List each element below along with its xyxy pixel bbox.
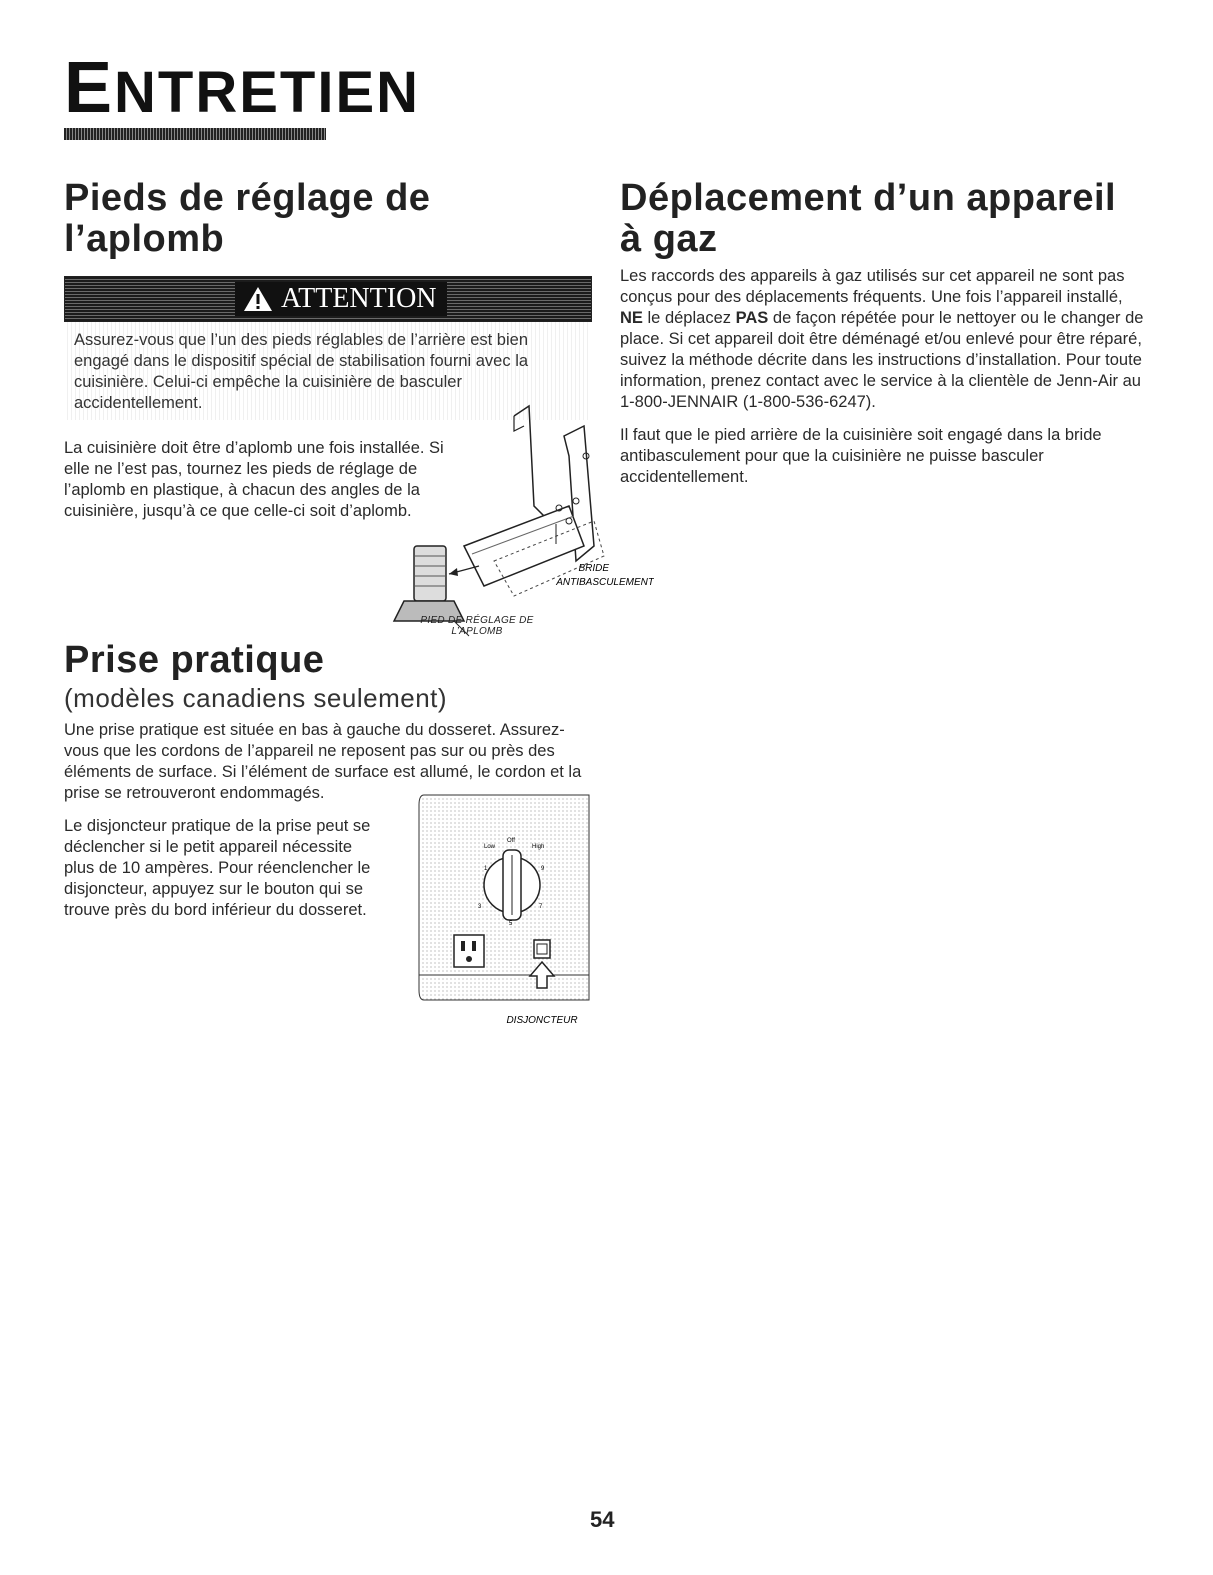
leveling-heading: Pieds de réglage de l’aplomb (64, 177, 431, 261)
attention-label (235, 282, 447, 316)
gas-body1-part-b: le déplacez (647, 309, 731, 328)
gas-body1-part-a: Les raccords des appareils à gaz utilisés sur cet appareil ne sont pas conçus pour des déplacements fréquents. Une fois l’appareil installé, (620, 267, 1125, 307)
foot-caption-line1: PIED DE RÉGLAGE DE (420, 615, 534, 626)
knob-1-label: 1 (484, 866, 488, 872)
anti-tip-bracket-illustration (354, 396, 654, 646)
warning-triangle-icon (243, 286, 273, 312)
leveling-section (64, 177, 654, 637)
leveling-body: La cuisinière doit être d’aplomb une fois installée. Si elle ne l’est pas, tournez les pieds de réglage de l’aplomb en plastique, à chacun des angles de la cuisinière, jusqu’à ce que celle-ci soit d’aplomb. (64, 439, 444, 521)
title-underline (64, 128, 326, 140)
foot-caption (402, 615, 552, 637)
page-title (64, 48, 421, 128)
knob-9-label: 9 (541, 866, 545, 872)
bracket-caption-line1: BRIDE (578, 563, 609, 574)
knob-off-label: Off (507, 838, 515, 844)
page-number: 54 (590, 1507, 615, 1532)
foot-caption-line2: L’APLOMB (451, 626, 503, 637)
knob-3-label: 3 (478, 904, 482, 910)
gas-body1-ne: NE (620, 309, 643, 328)
gas-body1-part-c: de façon répétée pour le nettoyer ou le changer de place. Si cet appareil doit être déménagé et/ou enlevé pour être réparé, suivez la méthode décrite dans les instructions d’installation. Pour toute information, prenez contact avec le service à la clientèle de Jenn-Air au 1-800-JENNAIR (1-800-536-6247). (620, 309, 1144, 412)
gas-moving-body-1 (620, 266, 1150, 413)
attention-text-label: ATTENTION (281, 283, 437, 315)
page-title-rest: NTRETIEN (114, 60, 421, 125)
gas-moving-heading: Déplacement d’un appareil à gaz (620, 177, 1117, 261)
outlet-body-1: Une prise pratique est située en bas à gauche du dosseret. Assurez-vous que les cordons de l’appareil ne reposent pas sur ou près des éléments de surface. Si l’élément de surface est allumé, le cordon et la prise se retrouveront endommagés. (64, 721, 582, 803)
page-title-initial: E (64, 48, 115, 128)
attention-message: Assurez-vous que l’un des pieds réglables de l’arrière est bien engagé dans le dispositif spécial de stabilisation fourni avec la cuisinière. Celui-ci empêche la cuisinière de basculer accidentellement. (64, 322, 590, 420)
gas-moving-section (620, 178, 1150, 500)
bracket-caption-line2: ANTIBASCULEMENT (556, 577, 654, 588)
outlet-subheading: (modèles canadiens seulement) (64, 683, 448, 714)
breaker-caption: DISJONCTEUR (506, 1015, 578, 1026)
backguard-outlet-illustration (414, 790, 594, 1030)
gas-moving-body-2: Il faut que le pied arrière de la cuisinière soit engagé dans la bride antibasculement pour que la cuisinière ne puisse basculer accidentellement. (620, 426, 1102, 487)
gas-body1-pas: PAS (735, 309, 769, 328)
knob-5-label: 5 (509, 921, 513, 927)
knob-high-label: High (532, 844, 545, 850)
attention-banner (64, 276, 592, 322)
knob-low-label: Low (484, 844, 496, 850)
outlet-body-2: Le disjoncteur pratique de la prise peut se déclencher si le petit appareil nécessite plus de 10 ampères. Pour réenclencher le disjoncteur, appuyez sur le bouton qui se trouve près du bord inférieur du dosseret. (64, 817, 371, 920)
outlet-heading: Prise pratique (64, 639, 325, 681)
knob-7-label: 7 (539, 904, 543, 910)
